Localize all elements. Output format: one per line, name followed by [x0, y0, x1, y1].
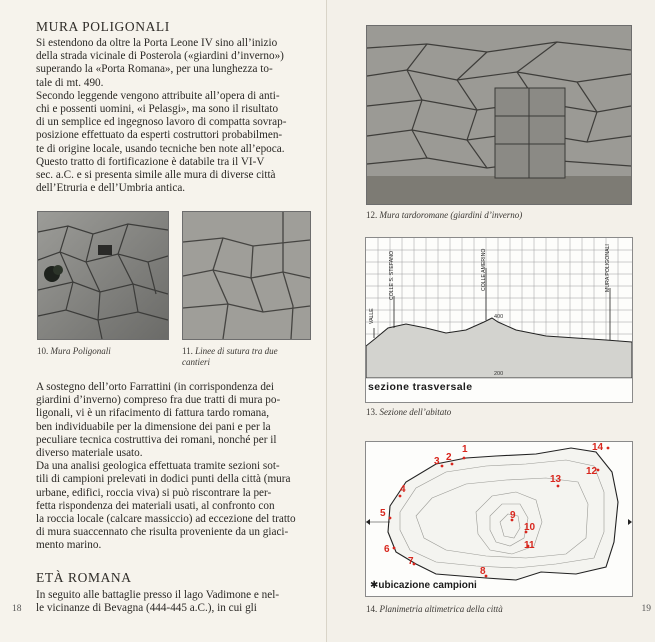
text-line: Questo tratto di fortificazione è databile tra il VI-V	[36, 155, 265, 168]
section-title-label: sezione trasversale	[368, 381, 473, 393]
caption-text: Mura tardoromane (giardini d’inverno)	[379, 210, 523, 220]
sample-point-4: 4	[400, 484, 406, 495]
left-page	[0, 0, 327, 642]
text-line: giardini d’inverno) compreso fra due tratti di mura po-	[36, 394, 281, 407]
sample-point-8: 8	[480, 566, 486, 577]
caption-text: cantieri	[182, 357, 210, 367]
text-line: la roccia locale (calcare massiccio) ad eccezione del tratto	[36, 513, 296, 526]
sample-point-7: 7	[408, 556, 414, 567]
caption-text: Mura Poligonali	[50, 346, 111, 356]
caption-number: 10.	[37, 346, 49, 356]
sample-point-11: 11	[524, 540, 535, 551]
section-label-valle: VALLE	[369, 308, 375, 324]
text-line: fetta rispondenza dei materiali usati, al confronto con	[36, 499, 275, 512]
page-number-left: 18	[12, 604, 22, 614]
caption-fig14	[366, 604, 503, 615]
text-line: mento marino.	[36, 539, 102, 552]
caption-number: 11.	[182, 346, 193, 356]
heading-eta-romana: ETÀ ROMANA	[36, 570, 132, 585]
text-line: tili di campioni prelevati in dodici punti della città (mura	[36, 473, 291, 486]
text-line: te di origine locale, usando tecniche ben note all’epoca.	[36, 142, 285, 155]
caption-fig12	[366, 210, 522, 221]
text-line: Secondo leggende vengono attribuite all’opera di anti-	[36, 89, 280, 102]
section-label-colle-s-stefano: COLLE S. STEFANO	[389, 250, 395, 300]
text-line: Da una analisi geologica effettuata tramite sezioni sot-	[36, 460, 280, 473]
caption-fig11	[182, 346, 312, 368]
sample-point-5: 5	[380, 508, 386, 519]
section-diagram-panel	[365, 237, 633, 403]
caption-number: 14.	[366, 604, 378, 614]
sample-map-panel	[365, 441, 633, 597]
right-page	[327, 0, 655, 642]
sample-point-6: 6	[384, 544, 390, 555]
caption-text: Planimetria altimetrica della città	[379, 604, 503, 614]
text-line: urbane, edifici, roccia viva) si può riscontrare la per-	[36, 486, 272, 499]
caption-number: 13.	[366, 407, 378, 417]
caption-fig13	[366, 407, 451, 418]
heading-mura-poligonali: MURA POLIGONALI	[36, 19, 170, 34]
caption-fig10	[37, 346, 111, 357]
sample-point-3: 3	[434, 456, 440, 467]
text-line: ben individuabile per la dimensione dei pani e per la	[36, 420, 271, 433]
photo-mura-tardoromane	[366, 25, 632, 205]
sample-point-1: 1	[462, 444, 468, 455]
section-tick-400: 400	[494, 314, 504, 320]
page-number-right: 19	[641, 604, 651, 614]
text-line: peculiare tecnica costruttiva dei romani, nonché per il	[36, 433, 277, 446]
paragraph-mura-intro	[36, 37, 312, 195]
caption-number: 12.	[366, 210, 378, 220]
sample-point-12: 12	[586, 466, 598, 477]
text-line: tale di mt. 490.	[36, 76, 104, 89]
section-tick-200: 200	[494, 371, 504, 377]
section-label-mura-poligonali: MURA POLIGONALI	[605, 244, 611, 292]
sample-point-9: 9	[510, 510, 516, 521]
text-line: chi e possenti uomini, «i Pelasgi», ma sono il risultato	[36, 103, 279, 116]
text-line: diverso materiale usato.	[36, 447, 143, 460]
paragraph-orto-farrattini	[36, 381, 312, 553]
caption-text: Linee di sutura tra due	[195, 346, 278, 356]
paragraph-eta-romana	[36, 589, 312, 615]
caption-text: Sezione dell’abitato	[379, 407, 452, 417]
text-line: sec. a.C. e si presenta simile alle mura di diverse città	[36, 169, 276, 182]
text-line: ligonali, vi è un rifacimento di fattura tardo romana,	[36, 407, 269, 420]
text-line: In seguito alle battaglie presso il lago Vadimone e nel-	[36, 589, 280, 601]
text-line: dell’Etruria e dell’Umbria antica.	[36, 182, 186, 195]
text-line: le vicinanze di Bevagna (444-445 a.C.), in cui gli	[36, 602, 257, 615]
sample-point-2: 2	[446, 452, 452, 463]
text-line: della strada vicinale di Posterola («giardini d’inverno»)	[36, 50, 284, 63]
sample-point-14: 14	[592, 442, 604, 453]
sample-point-13: 13	[550, 474, 562, 485]
sample-point-10: 10	[524, 522, 536, 533]
text-line: Si estendono da oltre la Porta Leone IV sino all’inizio	[36, 37, 278, 49]
photo-linee-sutura	[182, 211, 311, 340]
map-legend-label: ✱ubicazione campioni	[370, 580, 477, 591]
photo-mura-poligonali	[37, 211, 169, 340]
text-line: di un semplice ed ingegnoso lavoro di compatta sovrap-	[36, 116, 287, 129]
text-line: posizione effettuato da esperti costruttori probabilmen-	[36, 129, 283, 142]
text-line: superando la «Porta Romana», per una lunghezza to-	[36, 63, 273, 76]
text-line: A sostegno dell’orto Farrattini (in corrispondenza dei	[36, 381, 274, 393]
section-label-colle-amerino: COLLE AMERINO	[481, 248, 487, 291]
text-line: di mura suaccennato che risulta proveniente da un giaci-	[36, 526, 289, 539]
